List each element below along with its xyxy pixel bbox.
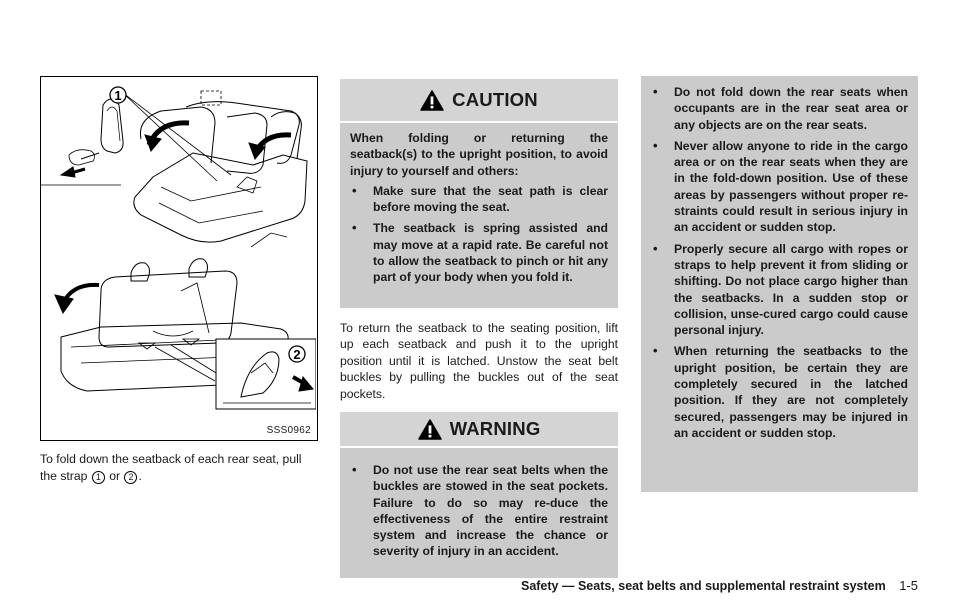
caution-header [340,79,618,123]
seat-diagram-svg [41,77,316,439]
caption-text-a: To fold down the seatback of each rear seat, pull the strap [40,452,302,483]
continued-warning-box [641,76,918,492]
warning-triangle-icon [418,419,442,440]
fold-instruction-text [40,451,320,484]
continued-warning-body [641,76,918,452]
svg-text:2: 2 [293,347,301,362]
caution-lead-line1: When folding or returning the [350,131,608,145]
caution-item: • Make sure that the seat path is clear before moving the seat. [350,183,608,216]
warning-title: WARNING [449,418,541,439]
page-number: 1-5 [899,578,918,593]
callout-1-icon [110,87,126,103]
seat-fold-illustration [40,76,318,441]
figure-code: SSS0962 [266,425,311,436]
warning-body [340,448,618,571]
warning-box [340,412,618,578]
warning-header [340,412,618,448]
caption-text-c: . [138,468,142,483]
circled-1-icon: 1 [92,471,105,484]
warning-item: • When returning the seatbacks to the upright position, be certain they are completely secured in the latched position. If they are not completely secured, passengers may be injured in an accident or sudden stop. [651,343,908,441]
svg-text:1: 1 [114,88,122,103]
caution-lead-rest: seatback(s) to the upright position, to avoid injury to yourself and others: [350,147,608,178]
warning-item: • Properly secure all cargo with ropes or straps to help prevent it from sliding or shifting. Do not place cargo higher than the seatbacks. In a sudden stop or collision, unse-cured cargo could cause personal injury. [651,241,908,339]
caption-text-b: or [109,468,121,483]
caution-body [340,123,618,297]
warning-triangle-icon [420,90,444,111]
caution-title: CAUTION [452,89,538,110]
caution-item: • The seatback is spring assisted and may move at a rapid rate. Be careful not to allow the seatback to pinch or hit any part of your body when you fold it. [350,220,608,285]
callout-2-icon [289,346,305,362]
page-footer [521,578,918,593]
footer-section-title: Safety — Seats, seat belts and supplemental restraint system [520,579,886,593]
caution-box [340,79,618,308]
warning-item: • Do not fold down the rear seats when occupants are in the rear seat area or any objects are on the rear seats. [651,84,908,133]
warning-item: • Do not use the rear seat belts when the buckles are stowed in the seat pockets. Failure to do so may re-duce the effectiveness of the entire restraint system and increase the chance or severity of injury in an accident. [350,462,608,560]
warning-item: • Never allow anyone to ride in the cargo area or on the rear seats when they are in the fold-down position. Use of these areas by passengers without proper re-straints could result in serious injury in an accident or sudden stop. [651,138,908,236]
circled-2-icon: 2 [124,471,137,484]
return-seatback-paragraph: To return the seatback to the seating position, lift up each seatback and push it to the upright position until it is latched. Unstow the seat belt buckles by pulling the buckles out of the seat pockets. [340,321,618,401]
